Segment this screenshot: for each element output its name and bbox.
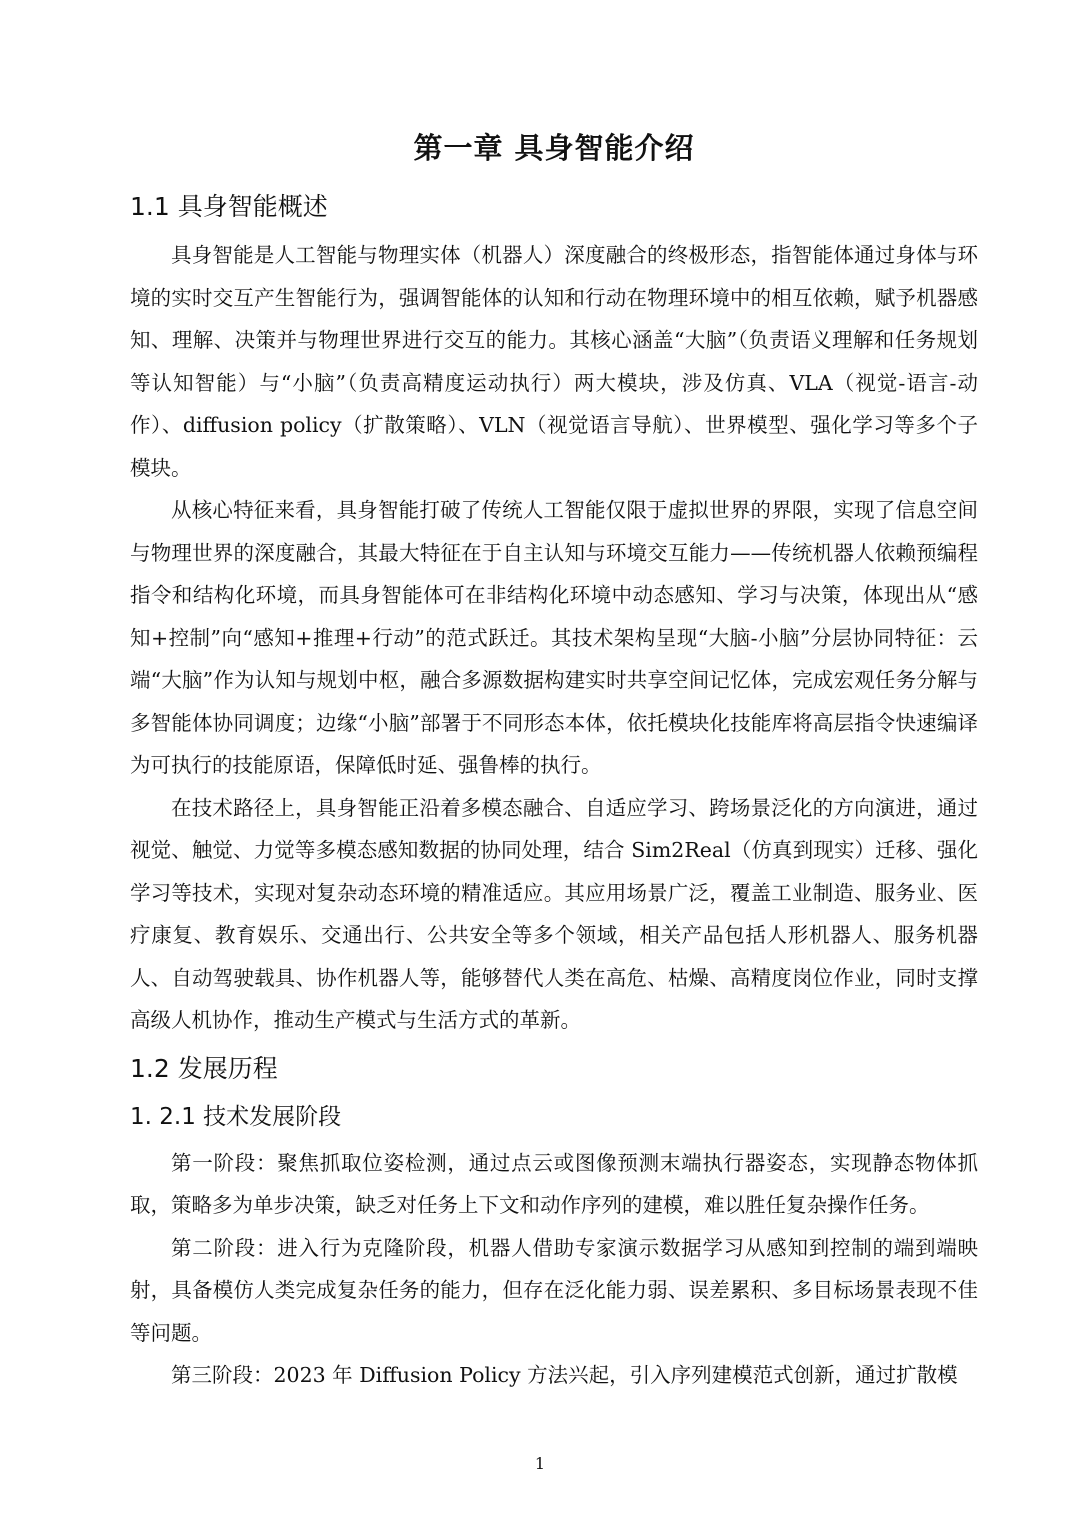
page-number: 1 — [534, 1454, 546, 1473]
paragraph: 在技术路径上，具身智能正沿着多模态融合、自适应学习、跨场景泛化的方向演进，通过视觉、触觉、力觉等多模态感知数据的协同处理，结合 Sim2Real（仿真到现实）迁移、强化学习等技术，实现对复杂动态环境的精准适应。其应用场景广泛，覆盖工业制造、服务业、医疗康复、教育娱乐、交通出行、公共安全等多个领域，相关产品包括人形机器人、服务机器人、自动驾驶载具、协作机器人等，能够替代人类在高危、枯燥、高精度岗位作业，同时支撑高级人机协作，推动生产模式与生活方式的革新。 — [130, 795, 978, 1032]
page-content — [130, 126, 978, 1397]
section-title-1-1: 1.1 具身智能概述 — [130, 192, 328, 221]
paragraph: 第二阶段：进入行为克隆阶段，机器人借助专家演示数据学习从感知到控制的端到端映射，具备模仿人类完成复杂任务的能力，但存在泛化能力弱、误差累积、多目标场景表现不佳等问题。 — [130, 1235, 978, 1345]
paragraph: 具身智能是人工智能与物理实体（机器人）深度融合的终极形态，指智能体通过身体与环境的实时交互产生智能行为，强调智能体的认知和行动在物理环境中的相互依赖，赋予机器感知、理解、决策并与物理世界进行交互的能力。其核心涵盖“大脑”（负责语义理解和任务规划等认知智能）与“小脑”（负责高精度运动执行）两大模块，涉及仿真、VLA（视觉-语言-动作）、diffusion policy（扩散策略）、VLN（视觉语言导航）、世界模型、强化学习等多个子模块。 — [130, 243, 978, 480]
section-title-1-2: 1.2 发展历程 — [130, 1053, 278, 1083]
paragraph: 第一阶段：聚焦抓取位姿检测，通过点云或图像预测末端执行器姿态，实现静态物体抓取，策略多为单步决策，缺乏对任务上下文和动作序列的建模，难以胜任复杂操作任务。 — [130, 1150, 978, 1217]
paragraph: 从核心特征来看，具身智能打破了传统人工智能仅限于虚拟世界的界限，实现了信息空间与物理世界的深度融合，其最大特征在于自主认知与环境交互能力——传统机器人依赖预编程指令和结构化环境，而具身智能体可在非结构化环境中动态感知、学习与决策，体现出从“感知+控制”向“感知+推理+行动”的范式跃迁。其技术架构呈现“大脑-小脑”分层协同特征：云端“大脑”作为认知与规划中枢，融合多源数据构建实时共享空间记忆体，完成宏观任务分解与多智能体协同调度；边缘“小脑”部署于不同形态本体，依托模块化技能库将高层指令快速编译为可执行的技能原语，保障低时延、强鲁棒的执行。 — [130, 498, 978, 777]
subsection-title-1-2-1: 1. 2.1 技术发展阶段 — [130, 1103, 342, 1130]
chapter-title: 第一章 具身智能介绍 — [413, 131, 695, 165]
paragraph: 第三阶段：2023 年 Diffusion Policy 方法兴起，引入序列建模范式创新，通过扩散模 — [171, 1363, 958, 1387]
